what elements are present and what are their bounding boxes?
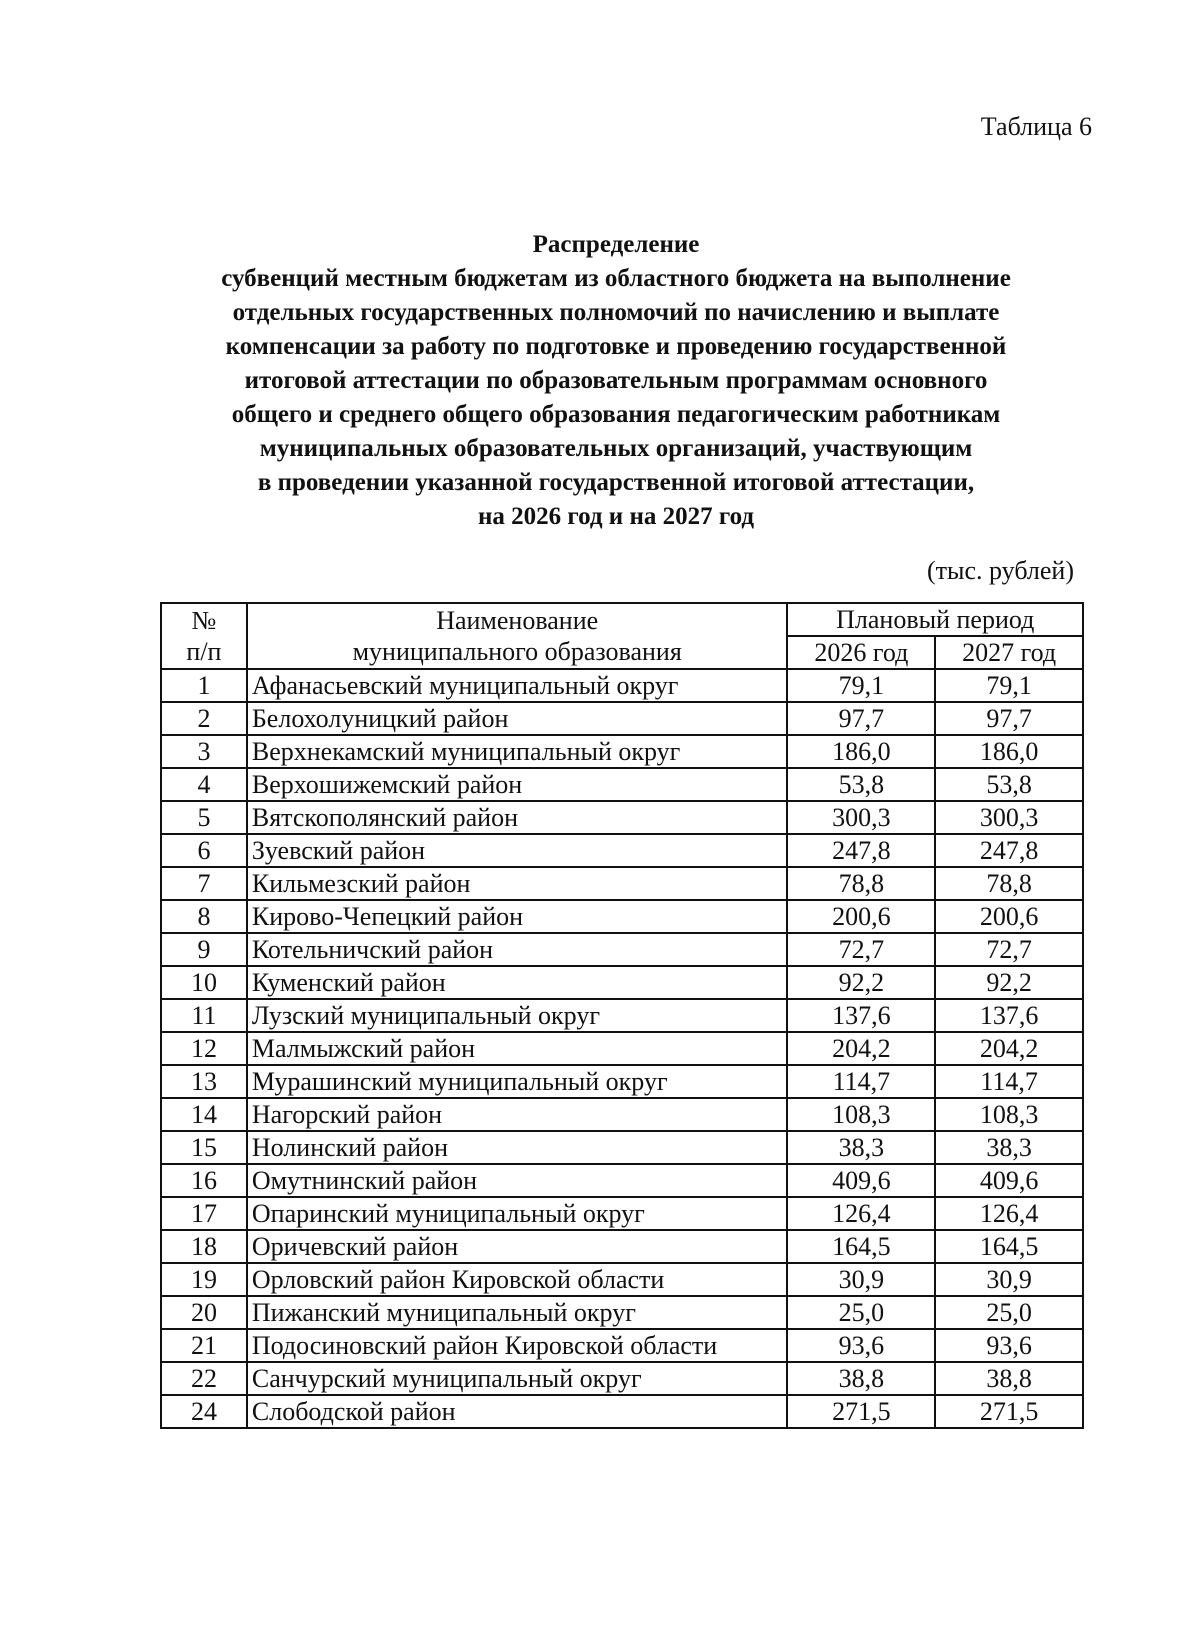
- row-municipality: Слободской район: [247, 1395, 788, 1428]
- table-row: [161, 702, 1083, 735]
- row-value-2027: 126,4: [935, 1197, 1083, 1230]
- row-number: 9: [161, 933, 247, 966]
- header-number: [161, 603, 247, 669]
- row-value-2027: 114,7: [935, 1065, 1083, 1098]
- document-title: [0, 228, 1200, 534]
- row-value-2026: 97,7: [787, 702, 935, 735]
- row-municipality: Лузский муниципальный округ: [247, 999, 788, 1032]
- row-municipality: Верхошижемский район: [247, 768, 788, 801]
- table-row: [161, 768, 1083, 801]
- row-value-2026: 38,3: [787, 1131, 935, 1164]
- row-value-2026: 30,9: [787, 1263, 935, 1296]
- row-number: 16: [161, 1164, 247, 1197]
- row-number: 11: [161, 999, 247, 1032]
- title-line: субвенций местным бюджетам из областного бюджета на выполнение: [221, 265, 1011, 292]
- row-number: 7: [161, 867, 247, 900]
- row-value-2027: 93,6: [935, 1329, 1083, 1362]
- row-value-2026: 186,0: [787, 735, 935, 768]
- header-municipality-line1: Наименование: [436, 606, 599, 635]
- header-number-line1: №: [191, 606, 217, 635]
- title-line: муниципальных образовательных организаций, участвующим: [259, 435, 973, 462]
- row-number: 1: [161, 669, 247, 702]
- header-number-line2: п/п: [186, 637, 222, 666]
- row-value-2027: 200,6: [935, 900, 1083, 933]
- header-planned-period: Плановый период: [787, 603, 1083, 636]
- row-value-2027: 97,7: [935, 702, 1083, 735]
- row-value-2027: 137,6: [935, 999, 1083, 1032]
- header-year-2027: 2027 год: [935, 636, 1083, 669]
- title-line: на 2026 год и на 2027 год: [477, 503, 755, 530]
- row-number: 5: [161, 801, 247, 834]
- row-value-2026: 126,4: [787, 1197, 935, 1230]
- table-row: [161, 669, 1083, 702]
- units-label: (тыс. рублей): [926, 556, 1074, 585]
- table-row: [161, 1032, 1083, 1065]
- row-number: 8: [161, 900, 247, 933]
- row-municipality: Омутнинский район: [247, 1164, 788, 1197]
- row-number: 20: [161, 1296, 247, 1329]
- row-value-2027: 53,8: [935, 768, 1083, 801]
- row-number: 19: [161, 1263, 247, 1296]
- table-row: [161, 735, 1083, 768]
- row-value-2027: 78,8: [935, 867, 1083, 900]
- row-number: 13: [161, 1065, 247, 1098]
- row-number: 15: [161, 1131, 247, 1164]
- row-value-2027: 300,3: [935, 801, 1083, 834]
- table-row: [161, 999, 1083, 1032]
- table-row: [161, 966, 1083, 999]
- row-value-2026: 38,8: [787, 1362, 935, 1395]
- row-municipality: Пижанский муниципальный округ: [247, 1296, 788, 1329]
- table-row: [161, 1230, 1083, 1263]
- row-number: 12: [161, 1032, 247, 1065]
- table-row: [161, 1395, 1083, 1428]
- row-municipality: Белохолуницкий район: [247, 702, 788, 735]
- table-body: [161, 669, 1083, 1428]
- row-municipality: Кильмезский район: [247, 867, 788, 900]
- row-municipality: Опаринский муниципальный округ: [247, 1197, 788, 1230]
- table-row: [161, 1329, 1083, 1362]
- row-value-2027: 79,1: [935, 669, 1083, 702]
- row-value-2027: 164,5: [935, 1230, 1083, 1263]
- row-value-2026: 164,5: [787, 1230, 935, 1263]
- row-value-2026: 93,6: [787, 1329, 935, 1362]
- row-value-2026: 25,0: [787, 1296, 935, 1329]
- row-number: 4: [161, 768, 247, 801]
- row-municipality: Подосиновский район Кировской области: [247, 1329, 788, 1362]
- table-row: [161, 900, 1083, 933]
- row-value-2026: 79,1: [787, 669, 935, 702]
- row-value-2026: 78,8: [787, 867, 935, 900]
- row-municipality: Нагорский район: [247, 1098, 788, 1131]
- row-value-2027: 92,2: [935, 966, 1083, 999]
- title-line: итоговой аттестации по образовательным программам основного: [244, 367, 988, 394]
- row-value-2027: 30,9: [935, 1263, 1083, 1296]
- row-value-2026: 108,3: [787, 1098, 935, 1131]
- header-municipality: [247, 603, 788, 669]
- table-row: [161, 1065, 1083, 1098]
- row-value-2026: 409,6: [787, 1164, 935, 1197]
- row-value-2026: 300,3: [787, 801, 935, 834]
- table-row: [161, 1131, 1083, 1164]
- table-row: [161, 1164, 1083, 1197]
- table-row: [161, 1098, 1083, 1131]
- title-line: отдельных государственных полномочий по начислению и выплате: [232, 299, 1000, 326]
- table-row: [161, 867, 1083, 900]
- row-number: 18: [161, 1230, 247, 1263]
- table-row: [161, 1197, 1083, 1230]
- row-value-2027: 186,0: [935, 735, 1083, 768]
- row-number: 21: [161, 1329, 247, 1362]
- row-municipality: Куменский район: [247, 966, 788, 999]
- row-municipality: Афанасьевский муниципальный округ: [247, 669, 788, 702]
- row-value-2026: 247,8: [787, 834, 935, 867]
- row-municipality: Кирово-Чепецкий район: [247, 900, 788, 933]
- row-value-2026: 72,7: [787, 933, 935, 966]
- row-value-2026: 204,2: [787, 1032, 935, 1065]
- table-row: [161, 1296, 1083, 1329]
- title-line: Распределение: [532, 231, 700, 258]
- row-value-2026: 92,2: [787, 966, 935, 999]
- header-municipality-line2: муниципального образования: [352, 637, 682, 666]
- row-number: 22: [161, 1362, 247, 1395]
- row-municipality: Оричевский район: [247, 1230, 788, 1263]
- row-number: 3: [161, 735, 247, 768]
- row-number: 24: [161, 1395, 247, 1428]
- row-municipality: Котельничский район: [247, 933, 788, 966]
- row-municipality: Санчурский муниципальный округ: [247, 1362, 788, 1395]
- row-number: 2: [161, 702, 247, 735]
- row-municipality: Вятскополянский район: [247, 801, 788, 834]
- table-row: [161, 834, 1083, 867]
- row-municipality: Мурашинский муниципальный округ: [247, 1065, 788, 1098]
- row-municipality: Орловский район Кировской области: [247, 1263, 788, 1296]
- table-label: Таблица 6: [980, 112, 1092, 141]
- row-number: 6: [161, 834, 247, 867]
- row-value-2027: 247,8: [935, 834, 1083, 867]
- table-row: [161, 933, 1083, 966]
- row-number: 14: [161, 1098, 247, 1131]
- row-number: 10: [161, 966, 247, 999]
- row-municipality: Нолинский район: [247, 1131, 788, 1164]
- title-line: компенсации за работу по подготовке и проведению государственной: [225, 333, 1007, 360]
- row-value-2026: 200,6: [787, 900, 935, 933]
- row-value-2027: 38,3: [935, 1131, 1083, 1164]
- title-line: общего и среднего общего образования педагогическим работникам: [231, 401, 1001, 428]
- row-value-2027: 38,8: [935, 1362, 1083, 1395]
- row-value-2027: 108,3: [935, 1098, 1083, 1131]
- row-value-2027: 409,6: [935, 1164, 1083, 1197]
- row-municipality: Верхнекамский муниципальный округ: [247, 735, 788, 768]
- row-municipality: Зуевский район: [247, 834, 788, 867]
- subvention-table: [160, 602, 1084, 1429]
- row-value-2027: 271,5: [935, 1395, 1083, 1428]
- row-value-2026: 137,6: [787, 999, 935, 1032]
- table-row: [161, 1263, 1083, 1296]
- row-value-2027: 72,7: [935, 933, 1083, 966]
- table-header-row: [161, 603, 1083, 636]
- table-row: [161, 801, 1083, 834]
- row-value-2026: 114,7: [787, 1065, 935, 1098]
- header-year-2026: 2026 год: [787, 636, 935, 669]
- row-value-2026: 53,8: [787, 768, 935, 801]
- row-value-2026: 271,5: [787, 1395, 935, 1428]
- row-municipality: Малмыжский район: [247, 1032, 788, 1065]
- title-line: в проведении указанной государственной итоговой аттестации,: [257, 469, 975, 496]
- row-value-2027: 204,2: [935, 1032, 1083, 1065]
- row-number: 17: [161, 1197, 247, 1230]
- table-row: [161, 1362, 1083, 1395]
- row-value-2027: 25,0: [935, 1296, 1083, 1329]
